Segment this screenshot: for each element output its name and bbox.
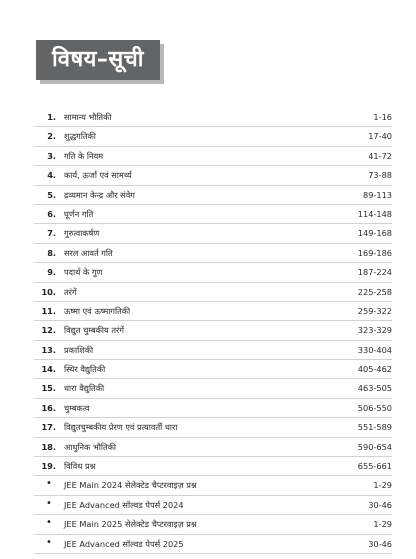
toc-extra-row[interactable]	[34, 515, 392, 534]
chapter-title: सामान्य भौतिकी	[64, 112, 112, 122]
page-range: 590-654	[357, 441, 392, 452]
page-range: 89-113	[362, 189, 392, 200]
page-range: 169-186	[357, 247, 392, 258]
chapter-number: 11.	[41, 305, 56, 316]
toc-row[interactable]	[34, 360, 392, 379]
toc-row[interactable]	[34, 399, 392, 418]
bullet-icon: •	[46, 517, 52, 529]
chapter-title: ऊष्मा एवं ऊष्मागतिकी	[64, 305, 131, 316]
chapter-number: 6.	[47, 208, 56, 219]
toc-row[interactable]	[34, 321, 392, 340]
chapter-title: धारा वैद्युतिकी	[64, 383, 105, 394]
toc-row[interactable]	[34, 224, 392, 243]
chapter-title: शुद्धगतिकी	[64, 131, 96, 142]
page-title: विषय–सूची	[36, 40, 160, 80]
toc-row[interactable]	[34, 341, 392, 360]
table-of-contents	[34, 108, 392, 554]
chapter-number: 18.	[41, 441, 56, 452]
chapter-number: 17.	[41, 422, 56, 433]
chapter-title: चुम्बकत्व	[64, 402, 90, 413]
chapter-number: 15.	[41, 383, 56, 394]
page-range: 149-168	[357, 228, 392, 239]
page-range: 1-29	[373, 480, 392, 491]
chapter-number: 5.	[47, 189, 56, 200]
chapter-number: 7.	[47, 228, 56, 239]
page-range: 73-88	[368, 170, 392, 181]
extra-title: JEE Main 2025 सेलेक्टेड चैप्टरवाइज़ प्रश्न	[64, 519, 197, 530]
page-range: 323-329	[357, 325, 392, 336]
toc-row[interactable]	[34, 166, 392, 185]
chapter-title: तरंगें	[64, 286, 77, 297]
page-range: 259-322	[357, 305, 392, 316]
toc-row[interactable]	[34, 379, 392, 398]
page-range: 1-29	[373, 519, 392, 530]
chapter-title: प्रकाशिकी	[64, 344, 94, 355]
toc-row[interactable]	[34, 438, 392, 457]
page-range: 655-661	[357, 461, 392, 472]
page-range: 30-46	[368, 538, 392, 549]
page-range: 17-40	[368, 131, 392, 142]
toc-row[interactable]	[34, 418, 392, 437]
page-range: 30-46	[368, 499, 392, 510]
chapter-title: गति के नियम	[64, 150, 104, 161]
toc-row[interactable]	[34, 457, 392, 476]
chapter-number: 4.	[47, 170, 56, 181]
page-range: 187-224	[357, 267, 392, 278]
chapter-number: 1.	[47, 112, 56, 122]
chapter-title: द्रव्यमान केन्द्र और संवेग	[64, 189, 135, 200]
toc-row[interactable]	[34, 263, 392, 282]
toc-row[interactable]	[34, 302, 392, 321]
chapter-number: 12.	[41, 325, 56, 336]
toc-row[interactable]	[34, 186, 392, 205]
page-range: 114-148	[357, 208, 392, 219]
chapter-title: गुरुत्वाकर्षण	[64, 228, 100, 239]
chapter-number: 3.	[47, 150, 56, 161]
toc-extra-row[interactable]	[34, 476, 392, 495]
page-range: 551-589	[357, 422, 392, 433]
title-block	[36, 40, 160, 80]
toc-row[interactable]	[34, 147, 392, 166]
chapter-number: 13.	[41, 344, 56, 355]
toc-row[interactable]	[34, 283, 392, 302]
chapter-title: सरल आवर्त गति	[64, 247, 113, 258]
chapter-title: घूर्णन गति	[64, 208, 94, 219]
toc-extra-row[interactable]	[34, 535, 392, 554]
toc-row[interactable]	[34, 127, 392, 146]
page-range: 506-550	[357, 402, 392, 413]
page-range: 330-404	[357, 344, 392, 355]
chapter-title: कार्य, ऊर्जा एवं सामर्थ्य	[64, 170, 132, 181]
page-range: 41-72	[368, 150, 392, 161]
bullet-icon: •	[46, 497, 52, 509]
page-range: 225-258	[357, 286, 392, 297]
toc-row[interactable]	[34, 244, 392, 263]
extra-title: JEE Advanced सॉल्वड पेपर्स 2025	[64, 538, 184, 549]
page-range: 463-505	[357, 383, 392, 394]
chapter-title: पदार्थ के गुण	[64, 267, 103, 278]
bullet-icon: •	[46, 478, 52, 490]
chapter-number: 2.	[47, 131, 56, 142]
page-range: 1-16	[373, 112, 392, 122]
chapter-title: विविध प्रश्न	[64, 461, 96, 472]
chapter-number: 19.	[41, 461, 56, 472]
toc-row[interactable]	[34, 108, 392, 127]
chapter-title: विद्युतचुम्बकीय प्रेरण एवं प्रत्यावर्ती धारा	[64, 422, 178, 433]
toc-extra-row[interactable]	[34, 496, 392, 515]
chapter-title: स्थिर वैद्युतिकी	[64, 364, 106, 375]
chapter-title: आधुनिक भौतिकी	[64, 441, 117, 452]
chapter-title: विद्युत चुम्बकीय तरंगें	[64, 325, 125, 336]
extra-title: JEE Main 2024 सेलेक्टेड चैप्टरवाइज़ प्रश्न	[64, 480, 197, 491]
chapter-number: 9.	[47, 267, 56, 278]
chapter-number: 10.	[41, 286, 56, 297]
extra-title: JEE Advanced सॉल्वड पेपर्स 2024	[64, 499, 184, 510]
chapter-number: 14.	[41, 364, 56, 375]
chapter-number: 16.	[41, 402, 56, 413]
toc-row[interactable]	[34, 205, 392, 224]
page-range: 405-462	[357, 364, 392, 375]
chapter-number: 8.	[47, 247, 56, 258]
bullet-icon: •	[46, 536, 52, 548]
